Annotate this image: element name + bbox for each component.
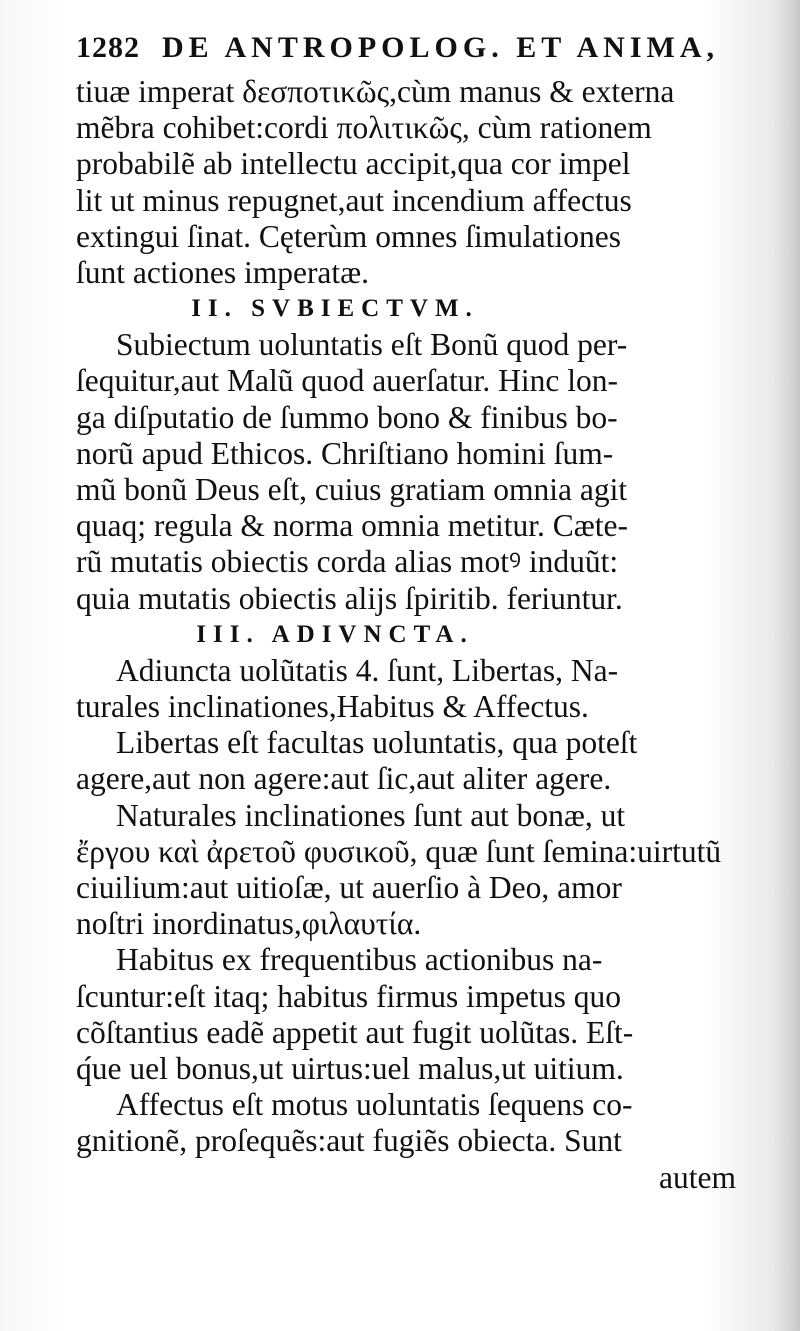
text-line: Naturales inclinationes ſunt aut bonæ, ut <box>116 797 626 833</box>
libertas-paragraph <box>76 725 744 797</box>
text-line: Subiectum uoluntatis eſt Bonũ quod per- <box>116 327 628 363</box>
catchword: autem <box>659 1159 736 1195</box>
text-line: ga diſputatio de ſummo bono & finibus bo- <box>76 399 618 435</box>
text-block <box>76 30 744 1196</box>
text-line: ſcuntur:eſt itaq; habitus firmus impetus quo <box>76 978 622 1014</box>
text-line: turales inclinationes,Habitus & Affectus. <box>76 689 589 725</box>
subiectum-paragraph <box>76 327 744 617</box>
text-line: probabilẽ ab intellectu accipit,qua cor impel <box>76 146 631 182</box>
running-head <box>76 30 744 74</box>
section-heading-subiectum: II. SVBIECTVM. <box>191 295 479 323</box>
text-line: Libertas eſt facultas uoluntatis, qua poteſt <box>116 725 638 761</box>
text-line: ſequitur,aut Malũ quod auerſatur. Hinc lon- <box>76 363 618 399</box>
text-line: mẽbra cohibet:cordi πολιτικῶς, cùm rationem <box>76 110 652 146</box>
text-line: ſunt actiones imperatæ. <box>76 255 370 291</box>
section-heading-adiuncta: III. ADIVNCTA. <box>196 620 474 648</box>
text-line: agere,aut non agere:aut ſic,aut aliter agere. <box>76 761 612 797</box>
text-line: ἔργου καὶ ἀρετοῦ φυσικοῦ, quæ ſunt ſemina:uirtutũ <box>76 833 722 869</box>
text-line: noſtri inordinatus,φιλαυτία. <box>76 906 422 942</box>
text-line: Affectus eſt motus uoluntatis ſequens co- <box>116 1087 633 1123</box>
text-line: cõſtantius eadẽ appetit aut fugit uolũtas. Eſt- <box>76 1014 634 1050</box>
text-line: mũ bonũ Deus eſt, cuius gratiam omnia agit <box>76 472 628 508</box>
adiuncta-paragraph <box>76 653 744 725</box>
text-line: Adiuncta uolũtatis 4. ſunt, Libertas, Na- <box>116 652 619 688</box>
page-edge-shadow <box>772 0 800 1331</box>
text-line: tiuæ imperat δεσποτικῶς,cùm manus & externa <box>76 74 675 109</box>
running-title: DE ANTROPOLOG. ET ANIMA, <box>162 31 720 64</box>
text-line: rũ mutatis obiectis corda alias motꝰ induũt: <box>76 544 619 580</box>
text-line: norũ apud Ethicos. Chriſtiano homini ſum- <box>76 435 614 471</box>
intro-paragraph <box>76 74 744 291</box>
inclinationes-paragraph <box>76 798 744 943</box>
page-number: 1282 <box>76 31 140 64</box>
text-line: extingui ſinat. Cęterùm omnes ſimulationes <box>76 218 622 254</box>
text-line: quaq; regula & norma omnia metitur. Cæte- <box>76 508 629 544</box>
habitus-paragraph <box>76 942 744 1087</box>
text-line: q́ue uel bonus,ut uirtus:uel malus,ut uitium. <box>76 1051 624 1087</box>
affectus-paragraph <box>76 1087 744 1159</box>
text-line: ciuilium:aut uitioſæ, ut auerſio à Deo, amor <box>76 870 622 906</box>
text-line: gnitionẽ, proſequẽs:aut fugiẽs obiecta. Sunt <box>76 1123 622 1159</box>
text-line: quia mutatis obiectis alijs ſpiritib. feriuntur. <box>76 580 623 616</box>
text-line: lit ut minus repugnet,aut incendium affectus <box>76 182 632 218</box>
text-line: Habitus ex frequentibus actionibus na- <box>116 942 603 978</box>
